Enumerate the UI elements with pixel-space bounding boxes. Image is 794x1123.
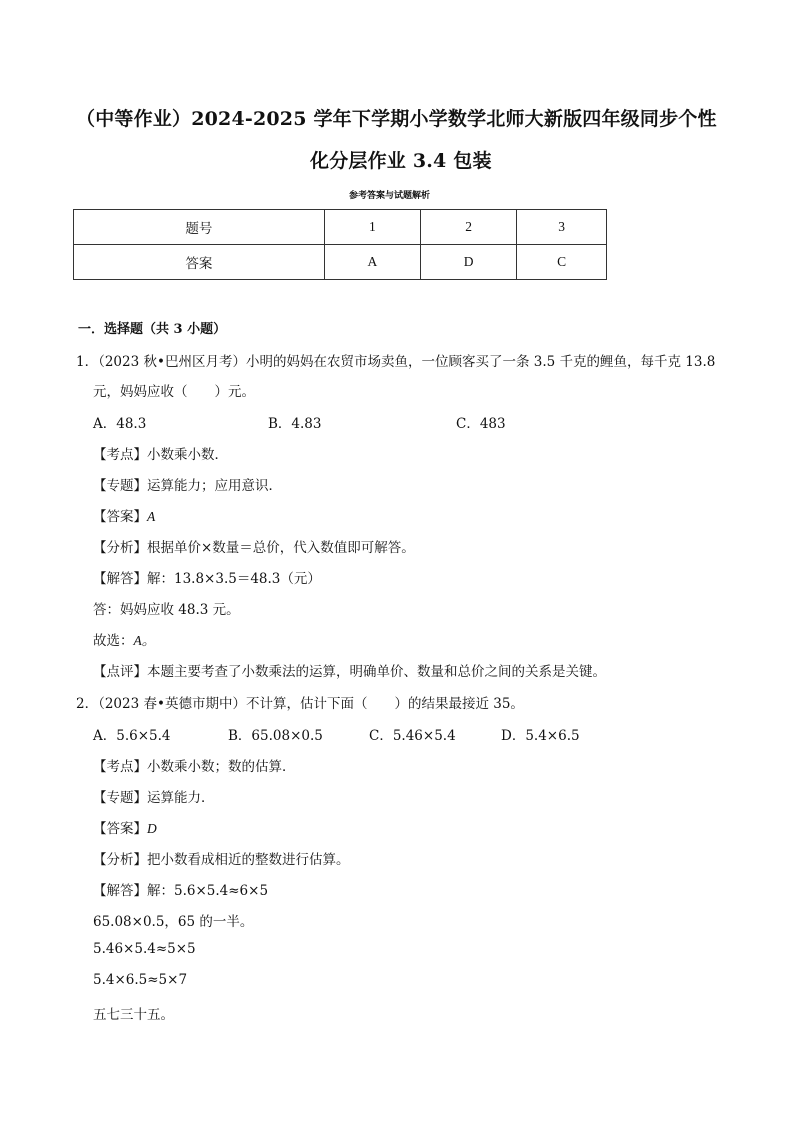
- zhuanti-tag: 【专题】: [93, 478, 147, 494]
- dianping-text: 本题主要考查了小数乘法的运算，明确单价、数量和总价之间的关系是关键。: [147, 664, 606, 680]
- fenxi-text: 根据单价×数量＝总价，代入数值即可解答。: [147, 540, 415, 556]
- question-2-kaodian: [93, 755, 296, 775]
- daan-text: A: [147, 509, 156, 524]
- fenxi-text: 把小数看成相近的整数进行估算。: [147, 852, 350, 868]
- fenxi-tag: 【分析】: [93, 852, 147, 868]
- question-1-kaodian: [93, 443, 228, 463]
- document-title-line-1: （中等作业）2024-2025 学年下学期小学数学北师大新版四年级同步个性: [76, 108, 717, 130]
- daan-tag: 【答案】: [93, 821, 147, 837]
- table-row: [74, 210, 607, 245]
- document-title-line-2: 化分层作业 3.4 包装: [310, 150, 492, 172]
- question-1-answer-line: 答：妈妈应收 48.3 元。: [93, 602, 240, 618]
- question-2-jieda: [93, 879, 268, 899]
- question-2-zhuanti: [93, 786, 215, 806]
- table-cell: D: [421, 245, 517, 280]
- document-subtitle: 参考答案与试题解析: [349, 191, 431, 201]
- table-header-cell: 答案: [74, 245, 325, 280]
- jieda-text: 解：13.8×3.5＝48.3（元）: [147, 571, 321, 587]
- question-1-stem-line-1: 1．（2023 秋•巴州区月考）小明的妈妈在农贸市场卖鱼，一位顾客买了一条 3.5 千克的鲤鱼，每千克 13.8: [76, 354, 716, 370]
- question-2-fenxi: [93, 848, 350, 868]
- question-1-zhuanti: [93, 474, 282, 494]
- table-cell: 2: [421, 210, 517, 245]
- question-2-solution-line: 五七三十五。: [93, 1007, 174, 1023]
- table-cell: 3: [517, 210, 607, 245]
- jieda-text: 解：5.6×5.4≈6×5: [147, 883, 269, 899]
- question-1-dianping: [93, 660, 606, 680]
- question-2-solution-line: 65.08×0.5，65 的一半。: [93, 914, 254, 930]
- daan-tag: 【答案】: [93, 509, 147, 525]
- table-cell: C: [517, 245, 607, 280]
- zhuanti-text: 运算能力．: [147, 790, 215, 806]
- question-2-solution-line: 5.46×5.4≈5×5: [93, 941, 196, 957]
- fenxi-tag: 【分析】: [93, 540, 147, 556]
- kaodian-text: 小数乘小数．: [147, 447, 228, 463]
- daan-text: D: [147, 821, 157, 836]
- question-2-option-b: B．65.08×0.5: [228, 728, 323, 744]
- table-header-cell: 题号: [74, 210, 325, 245]
- answer-table: [73, 209, 607, 280]
- table-row: [74, 245, 607, 280]
- question-1-fenxi: [93, 536, 415, 556]
- dianping-tag: 【点评】: [93, 664, 147, 680]
- question-2-solution-line: 5.4×6.5≈5×7: [93, 972, 188, 988]
- question-2-answer: [93, 817, 157, 837]
- section-heading: 一．选择题（共 3 小题）: [78, 322, 227, 337]
- question-1-answer: [93, 505, 155, 525]
- choose-value: A。: [133, 633, 156, 648]
- question-1-jieda: [93, 567, 321, 587]
- zhuanti-tag: 【专题】: [93, 790, 147, 806]
- table-cell: 1: [324, 210, 420, 245]
- question-2-option-a: A．5.6×5.4: [93, 728, 171, 744]
- question-1-option-b: B．4.83: [268, 416, 322, 432]
- choose-prefix: 故选：: [93, 633, 134, 649]
- question-1-stem-line-2: 元，妈妈应收（ ）元。: [93, 384, 255, 400]
- zhuanti-text: 运算能力；应用意识．: [147, 478, 282, 494]
- jieda-tag: 【解答】: [93, 883, 147, 899]
- jieda-tag: 【解答】: [93, 571, 147, 587]
- kaodian-text: 小数乘小数；数的估算．: [147, 759, 296, 775]
- table-cell: A: [324, 245, 420, 280]
- kaodian-tag: 【考点】: [93, 447, 147, 463]
- question-1-choose: [93, 629, 155, 649]
- question-2-option-c: C．5.46×5.4: [369, 728, 456, 744]
- kaodian-tag: 【考点】: [93, 759, 147, 775]
- question-1-option-c: C．483: [456, 416, 506, 432]
- question-1-option-a: A．48.3: [93, 416, 147, 432]
- question-2-option-d: D．5.4×6.5: [501, 728, 580, 744]
- question-2-stem-line-1: 2．（2023 春•英德市期中）不计算，估计下面（ ）的结果最接近 35。: [76, 696, 524, 712]
